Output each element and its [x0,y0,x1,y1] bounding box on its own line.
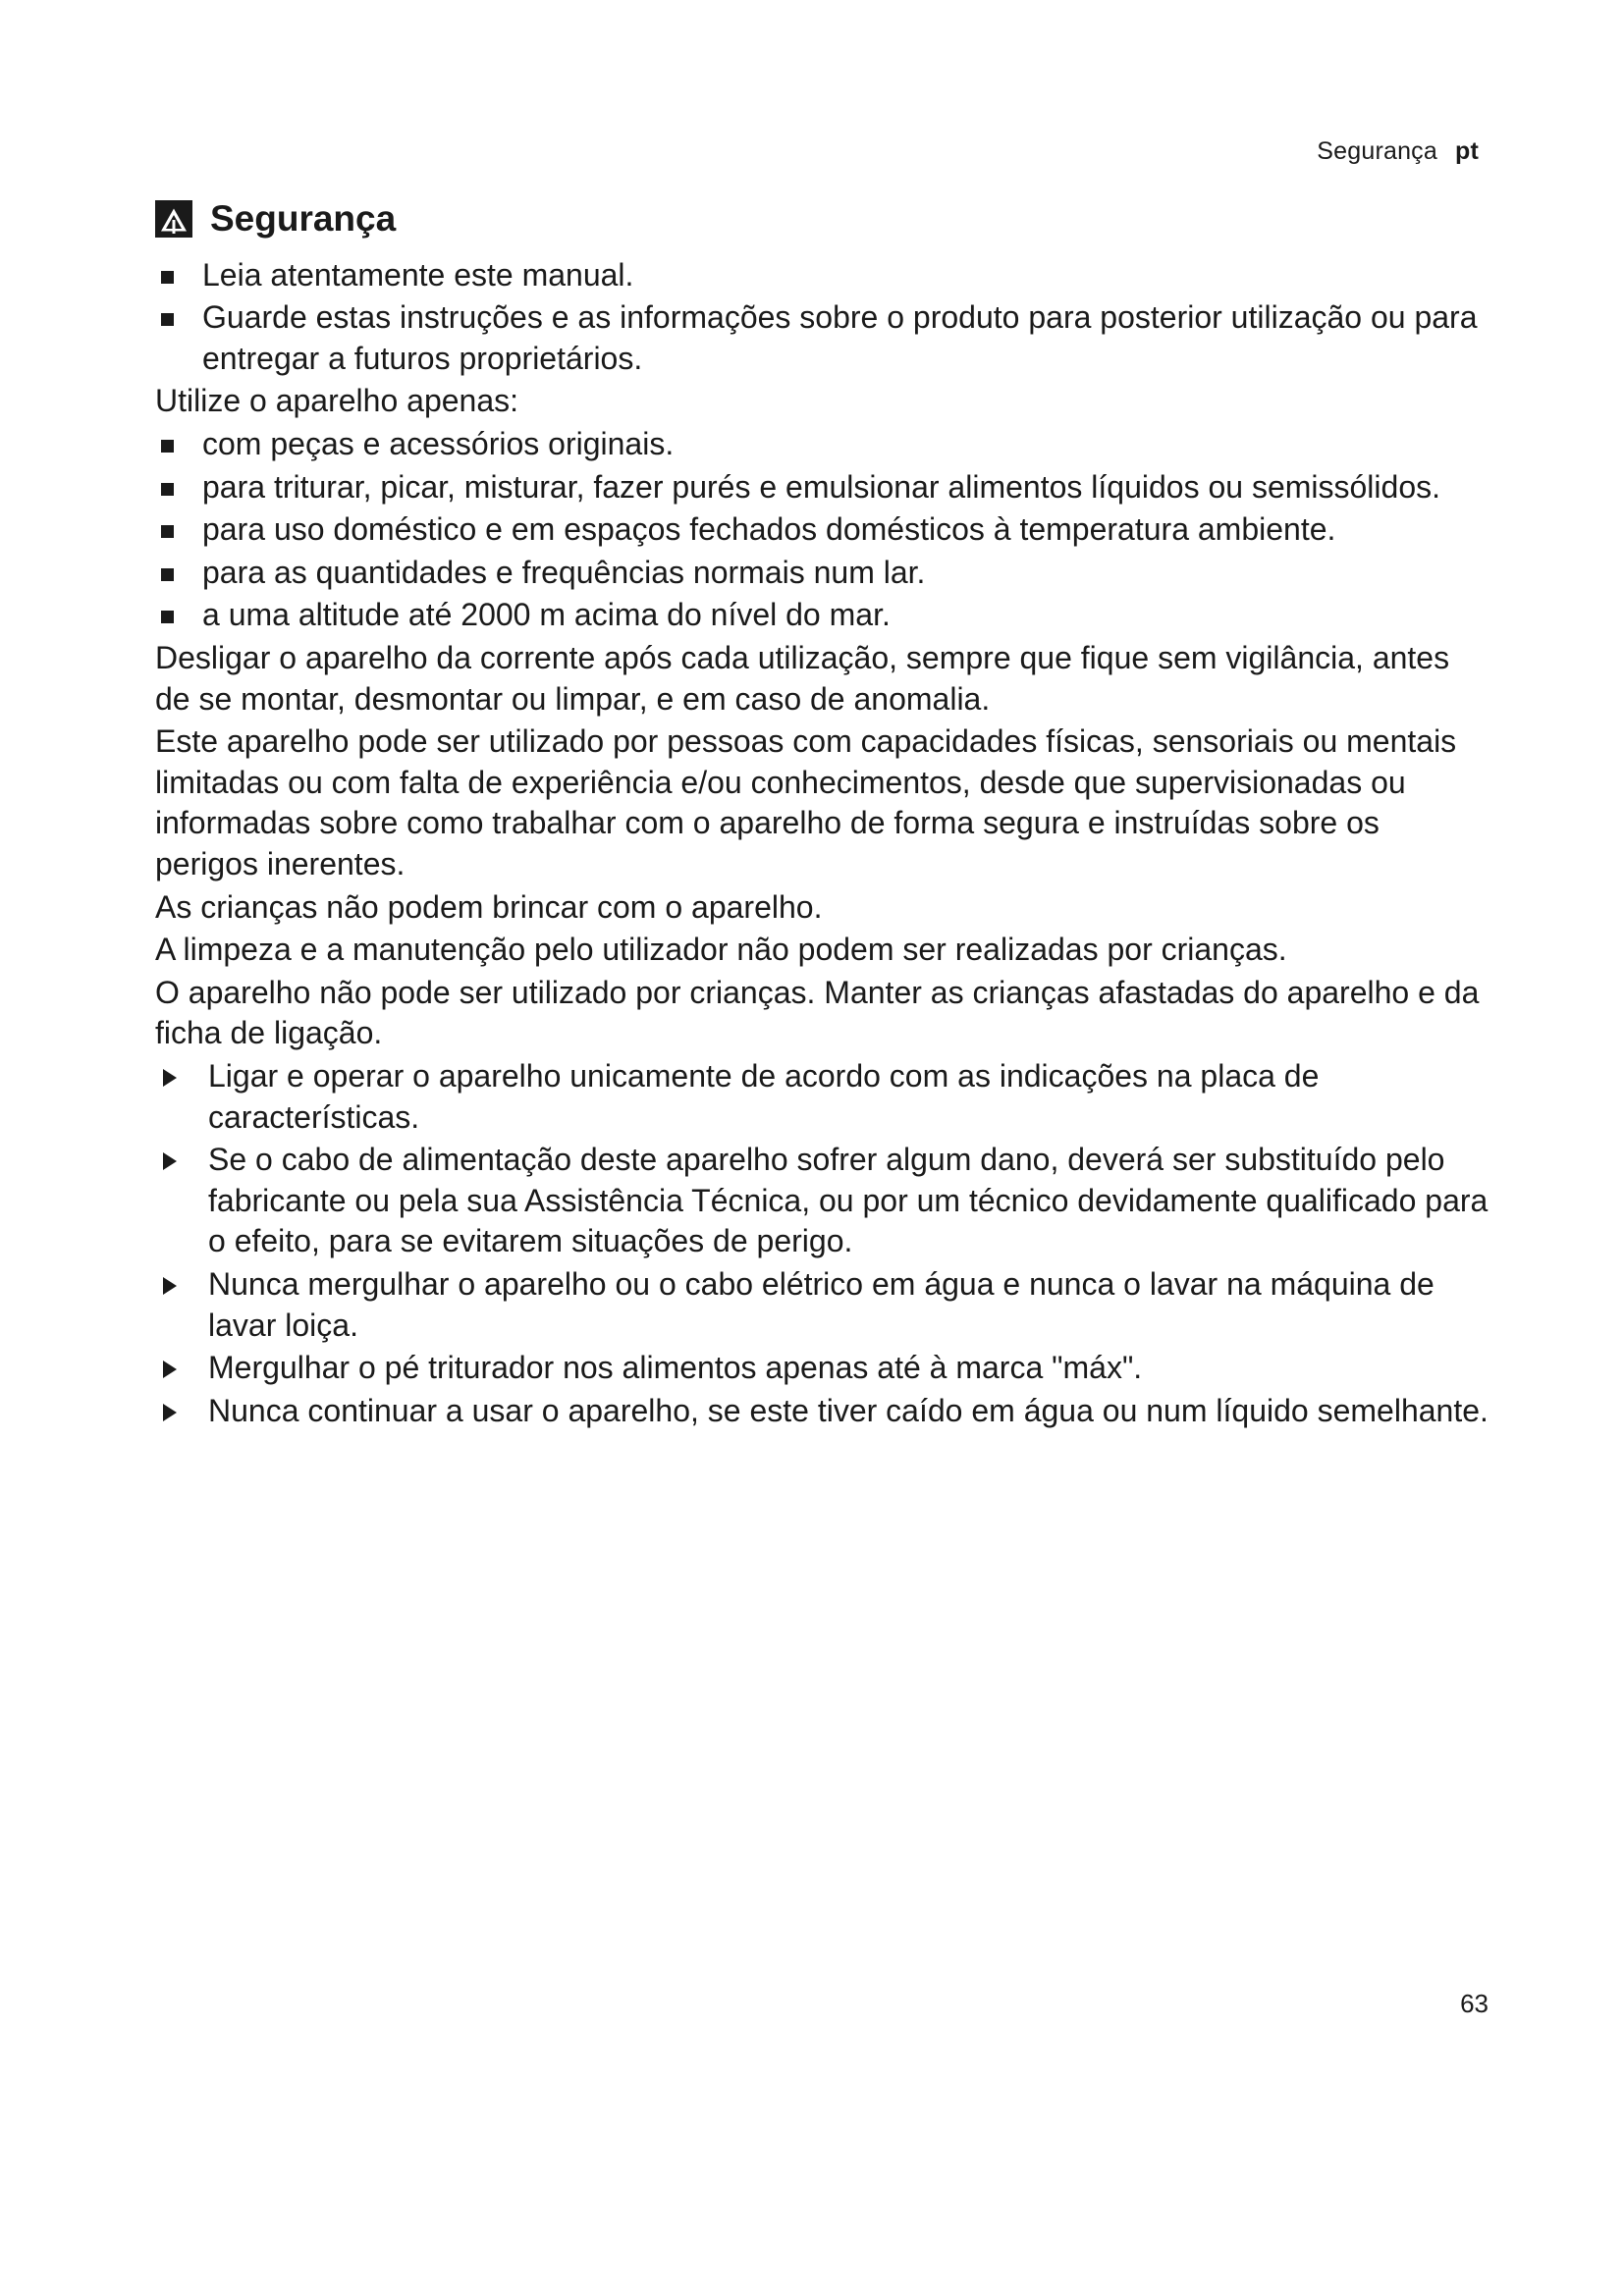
list-item [155,1056,1490,1138]
list-item-text: Nunca mergulhar o aparelho ou o cabo elétrico em água e nunca o lavar na máquina de lavar loiça. [208,1265,1435,1343]
triangle-bullet-icon [163,1361,177,1378]
list-item-text: com peças e acessórios originais. [202,426,675,462]
safety-paragraph: O aparelho não pode ser utilizado por crianças. Manter as crianças afastadas do aparelho e da ficha de ligação. [155,974,1480,1051]
list-item-text: Ligar e operar o aparelho unicamente de acordo com as indicações na placa de características. [208,1057,1320,1135]
list-item [155,595,1490,636]
list-item-text: para uso doméstico e em espaços fechados domésticos à temperatura ambiente. [202,511,1336,548]
square-bullet-icon [161,271,174,284]
list-item-text: Leia atentamente este manual. [202,256,634,293]
list-item-text: Se o cabo de alimentação deste aparelho sofrer algum dano, deverá ser substituído pelo fabricante ou pela sua Assistência Técnica, ou por um técnico devidamente qualificado para o efeito, para se evitarem situações de perigo. [208,1142,1489,1259]
page-number: 63 [1460,1989,1489,2018]
square-bullet-icon [161,525,174,538]
list-item [155,1140,1490,1262]
list-item [155,424,1490,465]
usage-lead-text: Utilize o aparelho apenas: [155,383,519,419]
list-item [155,467,1490,508]
square-bullet-icon [161,440,174,453]
page-title: Segurança [210,198,397,239]
safety-paragraph: Desligar o aparelho da corrente após cada utilização, sempre que fique sem vigilância, antes de se montar, desmontar ou limpar, e em caso de anomalia. [155,640,1450,717]
list-item-text: Guarde estas instruções e as informações sobre o produto para posterior utilização ou para entregar a futuros proprietários. [202,299,1478,376]
running-header-language: pt [1455,137,1479,165]
list-item [155,1391,1490,1432]
square-bullet-icon [161,568,174,581]
page-content [155,137,1490,1433]
triangle-bullet-icon [163,1277,177,1295]
usage-bullet-list [155,424,1490,636]
list-item-text: Mergulhar o pé triturador nos alimentos apenas até à marca "máx". [208,1350,1143,1386]
list-item [155,255,1490,296]
square-bullet-icon [161,313,174,326]
safety-paragraph: Este aparelho pode ser utilizado por pessoas com capacidades físicas, sensoriais ou mentais limitadas ou com falta de experiência e/ou conhecimentos, desde que supervisionadas ou informadas sobre como trabalhar com o aparelho de forma segura e instruídas sobre os perigos inerentes. [155,723,1457,881]
warning-triangle-icon [155,200,192,238]
intro-bullet-list [155,255,1490,380]
list-item-text: para triturar, picar, misturar, fazer purés e emulsionar alimentos líquidos ou semissólidos. [202,468,1440,505]
list-item-text: Nunca continuar a usar o aparelho, se este tiver caído em água ou num líquido semelhante. [208,1392,1489,1428]
square-bullet-icon [161,611,174,623]
warning-bullet-list [155,1056,1490,1431]
chapter-heading [155,199,1490,240]
running-header-section: Segurança [1317,137,1437,165]
safety-paragraph: A limpeza e a manutenção pelo utilizador não podem ser realizadas por crianças. [155,932,1287,968]
list-item [155,1264,1490,1346]
safety-paragraph: As crianças não podem brincar com o aparelho. [155,888,823,925]
triangle-bullet-icon [163,1069,177,1087]
triangle-bullet-icon [163,1404,177,1421]
running-header [155,137,1490,166]
list-item [155,553,1490,594]
list-item-text: para as quantidades e frequências normais num lar. [202,554,926,590]
list-item [155,297,1490,379]
triangle-bullet-icon [163,1152,177,1170]
list-item [155,509,1490,551]
square-bullet-icon [161,483,174,496]
list-item [155,1348,1490,1389]
list-item-text: a uma altitude até 2000 m acima do nível do mar. [202,597,891,633]
